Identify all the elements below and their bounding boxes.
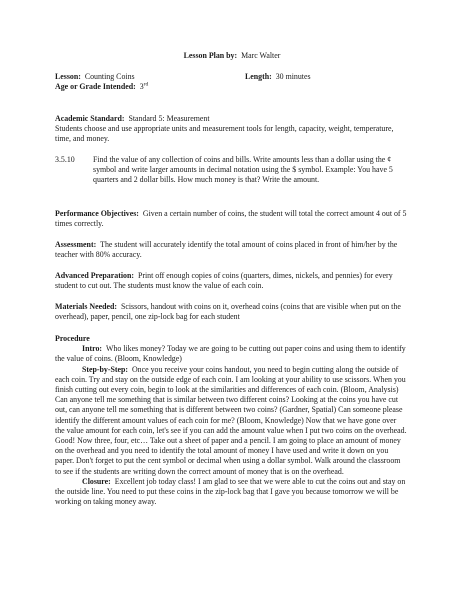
length-line <box>245 72 311 82</box>
step-label: Step-by-Step: <box>82 364 129 374</box>
lesson-plan-label: Lesson Plan by: <box>183 51 238 60</box>
step-text: Once you receive your coins handout, you need to begin cutting along the outside of each coin. Try and stay on the outside edge of each coin. I am looking at your ability to use scissors. When you finish cutting out every coin, begin to look at the similarities and differences of each coin. (Bloom, Analysis) Can anyone tell me something that is similar between two different coins? Looking at the coins you have cut out, can anyone tell me something that is different between two coins? (Gardner, Spatial) Can someone please identify the different amount values of each coin for me? (Bloom, Knowledge) Now that we have gone over the value amount for each coin, let's see if you can add the amount value when I put two coins on the overhead. Good! Now three, four, etc… Take out a sheet of paper and a pencil. I am going to place an amount of money on the overhead and you need to identify the total amount of money I have used and write it down on you paper. Don't forget to put the cent symbol or decimal when using a dollar symbol. Walk around the classroom to see if the students are writing down the correct amount of money that is on the overhead. <box>55 364 407 476</box>
objectives-paragraph <box>55 209 407 229</box>
standard-item-code: 3.5.10 <box>55 155 75 164</box>
assessment-text: The student will accurately identify the total amount of coins placed in front of him/her by the teacher with 80% accuracy. <box>55 240 398 260</box>
preparation-label: Advanced Preparation: <box>55 271 134 280</box>
procedure-closure <box>55 477 407 508</box>
age-label: Age or Grade Intended: <box>55 82 136 91</box>
preparation-text: Print off enough copies of coins (quarters, dimes, nickels, and pennies) for every student to cut out. The students must know the value of each coin. <box>55 271 393 291</box>
procedure-section <box>55 334 407 507</box>
procedure-intro <box>55 344 407 364</box>
standard-intro: Students choose and use appropriate units and measurement tools for length, capacity, weight, temperature, time, and money. <box>55 124 394 144</box>
intro-text: Who likes money? Today we are going to be cutting out paper coins and using them to identify the value of coins. (Bloom, Knowledge) <box>55 344 406 364</box>
intro-label: Intro: <box>82 344 103 354</box>
author-name: Marc Walter <box>241 51 281 60</box>
procedure-heading: Procedure <box>55 334 90 343</box>
objectives-text: Given a certain number of coins, the student will total the correct amount 4 out of 5 times correctly. <box>55 209 407 229</box>
objectives-label: Performance Objectives: <box>55 209 139 218</box>
assessment-label: Assessment: <box>55 240 97 249</box>
closure-text: Excellent job today class! I am glad to see that we were able to cut the coins out and stay on the outside line. You need to put these coins in the zip-lock bag that I gave you because tomorrow we will be working on taking money away. <box>55 476 406 507</box>
preparation-paragraph <box>55 271 407 291</box>
procedure-step-by-step <box>55 365 407 477</box>
standard-label: Academic Standard: <box>55 114 125 123</box>
standard-item-text: Find the value of any collection of coins and bills. Write amounts less than a dollar using the ¢ symbol and write larger amounts in decimal notation using the $ symbol. Example: You have 5 quarters and 2 dollar bills. How much money is that? Write the amount. <box>93 155 393 185</box>
age-line <box>55 82 148 92</box>
lesson-line <box>55 72 135 82</box>
length-label: Length: <box>245 72 272 81</box>
materials-paragraph <box>55 302 407 322</box>
lesson-value: Counting Coins <box>84 72 135 81</box>
standard-line <box>55 114 210 124</box>
materials-text: Scissors, handout with coins on it, overhead coins (coins that are visible when put on the overhead), paper, pencil, one zip-lock bag for each student <box>55 302 401 322</box>
lesson-plan-title <box>0 51 464 61</box>
materials-label: Materials Needed: <box>55 302 118 311</box>
closure-label: Closure: <box>82 476 111 486</box>
length-value: 30 minutes <box>275 72 311 81</box>
age-superscript: rd <box>143 81 149 88</box>
standard-value: Standard 5: Measurement <box>128 114 210 123</box>
assessment-paragraph <box>55 240 407 260</box>
age-value: 3 <box>139 82 144 91</box>
lesson-label: Lesson: <box>55 72 81 81</box>
